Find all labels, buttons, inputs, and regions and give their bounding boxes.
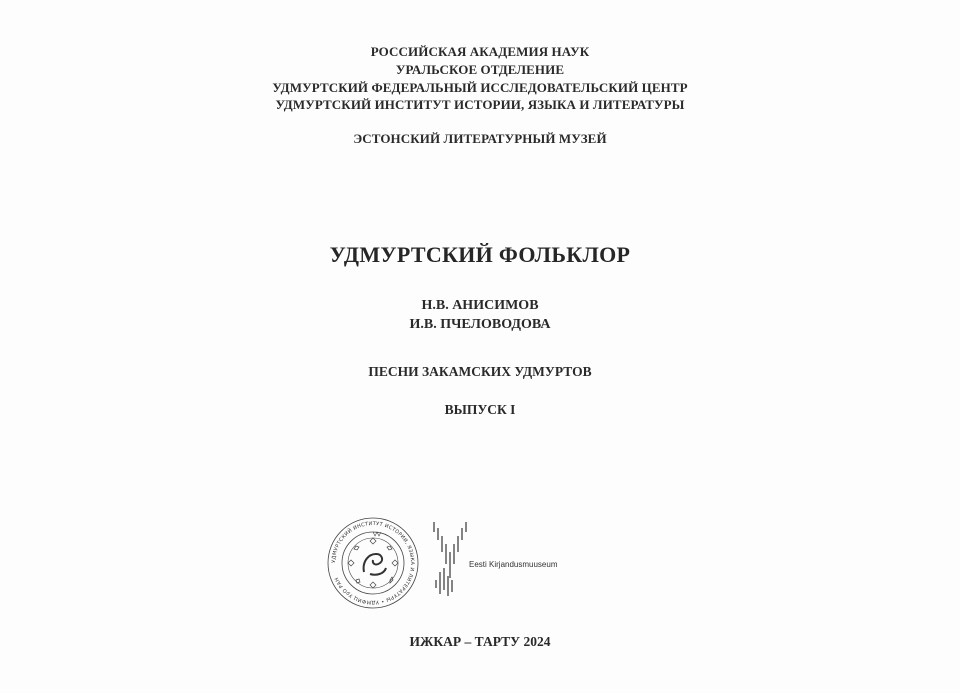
eesti-kirjandusmuuseum-label: Eesti Kirjandusmuuseum <box>469 560 558 569</box>
author-1: Н.В. АНИСИМОВ <box>421 298 539 313</box>
series-title: УДМУРТСКИЙ ФОЛЬКЛОР <box>329 242 631 267</box>
author-2: И.В. ПЧЕЛОВОДОВА <box>409 317 551 332</box>
org-ural-branch: УРАЛЬСКОЕ ОТДЕЛЕНИЕ <box>395 62 565 77</box>
org-research-center: УДМУРТСКИЙ ФЕДЕРАЛЬНЫЙ ИССЛЕДОВАТЕЛЬСКИЙ ЦЕНТР <box>272 80 688 95</box>
udmurt-institute-seal-icon <box>326 516 420 610</box>
imprint: ИЖКАР – ТАРТУ 2024 <box>409 634 551 649</box>
book-title: ПЕСНИ ЗАКАМСКИХ УДМУРТОВ <box>368 364 592 379</box>
org-literary-museum: ЭСТОНСКИЙ ЛИТЕРАТУРНЫЙ МУЗЕЙ <box>353 131 607 146</box>
volume-label: ВЫПУСК I <box>444 402 516 417</box>
org-academy: РОССИЙСКАЯ АКАДЕМИЯ НАУК <box>370 44 590 59</box>
eesti-kirjandusmuuseum-logo-icon <box>432 518 468 596</box>
org-institute: УДМУРТСКИЙ ИНСТИТУТ ИСТОРИИ, ЯЗЫКА И ЛИТЕРАТУРЫ <box>275 97 685 112</box>
svg-text:УДМУРТСКИЙ ИНСТИТУТ ИСТОРИИ, Я: УДМУРТСКИЙ ИНСТИТУТ ИСТОРИИ, ЯЗЫКА И ЛИТЕРАТУРЫ • УДМФИЦ УрО РАН <box>330 520 416 606</box>
